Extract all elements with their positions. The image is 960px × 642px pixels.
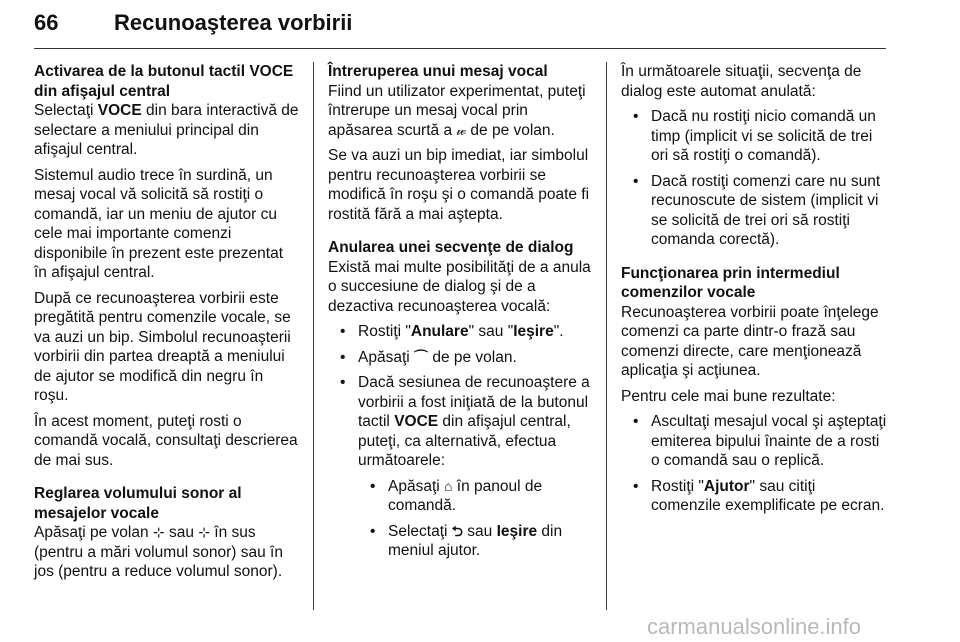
list-item [358, 477, 594, 516]
page-number: 66 [34, 10, 59, 35]
sub-bullet-list [358, 477, 594, 561]
back-icon: ⮌ [451, 522, 463, 539]
volume-up-icon: ⊹ [152, 524, 165, 540]
column-2 [328, 62, 594, 567]
bold-term: Ajutor [703, 477, 750, 495]
voice-icon: 𝓌 [456, 121, 467, 138]
bullet-list [621, 412, 889, 516]
list-item [358, 522, 594, 561]
text: din meniul ajutor. [388, 522, 563, 559]
watermark: carmanualsonline.info [647, 614, 862, 639]
bold-term: Ieşire [513, 323, 554, 340]
paragraph [34, 523, 300, 582]
text: sau [462, 522, 497, 540]
text: ". [553, 323, 564, 340]
list-item: • Ascultaţi mesajul vocal şi aşteptaţi emiterea bipului înainte de a rosti o comandă sau o replică. [621, 412, 889, 471]
bold-term: Ieşire [496, 522, 538, 540]
text: Rostiţi " [651, 477, 704, 495]
list-item [621, 477, 889, 516]
text: sau [164, 524, 199, 541]
section-heading: Reglarea volumului sonor al mesajelor vocale [34, 485, 242, 522]
page-title: Recunoaşterea vorbirii [114, 10, 353, 35]
list-item: • Dacă rostiţi comenzi care nu sunt recunoscute de sistem (implicit vi se solicită de trei ori să rostiţi comanda corectă). [621, 172, 889, 250]
home-icon: ⌂ [444, 477, 453, 494]
text: de pe volan. [428, 348, 517, 366]
text: în sus (pentru a mări volumul sonor) sau în jos (pentru a reduce volumul sonor). [34, 524, 283, 580]
text: Apăsaţi pe volan [34, 524, 153, 541]
list-item [328, 373, 594, 561]
paragraph: Sistemul audio trece în surdină, un mesaj vocal vă solicită să rostiţi o comandă, iar un meniu de ajutor cu cele mai importante comenzi disponibile în prezent este prezentat în afişajul central. [34, 166, 284, 281]
text: Apăsaţi [358, 348, 415, 366]
text: " sau citiţi comenzile exemplificate pe ecran. [651, 477, 885, 514]
text: Selectaţi [34, 102, 98, 119]
column-3 [621, 62, 889, 522]
column-divider [313, 62, 314, 610]
volume-down-icon: ⊹ [198, 524, 210, 540]
text: Apăsaţi [388, 477, 445, 495]
paragraph [34, 101, 300, 160]
paragraph: Pentru cele mai bune rezultate: [621, 387, 836, 405]
section-heading: Întreruperea unui mesaj vocal [328, 63, 548, 80]
text: în panoul de comandă. [388, 477, 543, 514]
bold-term: VOCE [394, 413, 439, 430]
paragraph: Recunoaşterea vorbirii poate înţelege comenzi ca parte dintr-o frază sau comenzi directe, care menţionează aplicaţia şi acţiunea. [621, 303, 879, 379]
bold-term: VOCE [97, 102, 142, 119]
section-heading: Anularea unei secvenţe de dialog [328, 239, 574, 256]
paragraph: În următoarele situaţii, secvenţa de dialog este automat anulată: [621, 63, 862, 100]
list-item [328, 348, 594, 368]
list-item [328, 322, 594, 342]
hangup-icon: ⌒ [414, 348, 429, 365]
list-item: • Dacă nu rostiţi nicio comandă un timp (implicit vi se solicită de trei ori să rostiţi o comandă). [621, 107, 889, 166]
text: de pe volan. [466, 121, 555, 139]
section-heading: Activarea de la butonul tactil VOCE din afişajul central [34, 63, 294, 100]
text: din bara interactivă de selectare a meniului principal din afişajul central. [34, 102, 299, 158]
paragraph: După ce recunoaşterea vorbirii este pregătită pentru comenzile vocale, se va auzi un bip. Simbolul recunoaşterii vorbirii din partea dreaptă a meniului de ajutor se modifică din negru în roşu. [34, 289, 291, 404]
paragraph: Există mai multe posibilităţi de a anula o succesiune de dialog şi de a dezactiva recunoaşterea vocală: [328, 258, 591, 315]
paragraph: Se va auzi un bip imediat, iar simbolul pentru recunoaşterea vorbirii se modifică în roşu şi o comandă poate fi rostită fără a mai aştepta. [328, 147, 590, 223]
text: " sau " [468, 323, 514, 340]
column-divider [606, 62, 607, 610]
bullet-list [621, 107, 889, 250]
column-1 [34, 62, 300, 588]
paragraph: În acest moment, puteţi rosti o comandă vocală, consultaţi descrierea de mai sus. [34, 412, 298, 469]
text: Selectaţi [388, 522, 452, 540]
section-heading: Funcţionarea prin intermediul comenzilor vocale [621, 264, 840, 301]
text: Dacă sesiunea de recunoaştere a vorbirii a fost iniţiată de la butonul tactil [358, 374, 590, 430]
paragraph [328, 82, 594, 141]
text: din afişajul central, puteţi, ca alternativă, efectua următoarele: [358, 413, 571, 469]
bullet-list [328, 322, 594, 561]
text: Fiind un utilizator experimentat, puteţi întrerupe un mesaj vocal prin apăsarea scurtă a [328, 82, 586, 139]
bold-term: Anulare [410, 323, 469, 340]
text: Rostiţi " [358, 323, 411, 340]
page-header [34, 0, 886, 49]
